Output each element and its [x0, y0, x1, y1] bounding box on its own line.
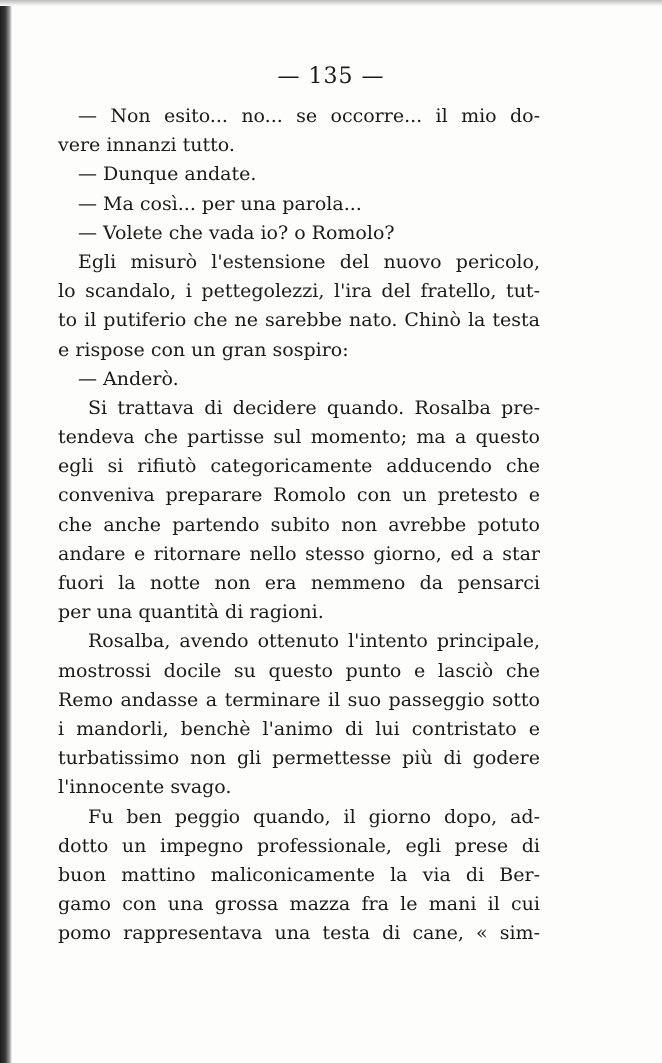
text-line-23: turbatissimo non gli permettesse più di godere [58, 747, 540, 770]
page-top-edge [0, 0, 662, 6]
text-line-11: Si trattava di decidere quando. Rosalba pre- [88, 396, 540, 419]
text-line-17: fuori la notte non era nemmeno da pensarci [58, 572, 540, 594]
text-line-16: andare e ritornare nello stesso giorno, ed a star [58, 542, 540, 565]
text-line-22: i mandorli, benchè l'animo di lui contristato e [58, 717, 540, 740]
text-line-29: pomo rappresentava una testa di cane, « sim- [58, 922, 540, 945]
text-line-21: Remo andasse a terminare il suo passeggio sotto [58, 688, 540, 711]
text-line-5: — Volete che vada io? o Romolo? [78, 221, 395, 244]
book-spine-shadow [0, 0, 12, 1063]
text-line-7: lo scandalo, i pettegolezzi, l'ira del fratello, tut- [58, 280, 540, 303]
body-text [58, 102, 540, 948]
text-line-4: — Ma così... per una parola... [78, 192, 362, 215]
text-line-8: to il putiferio che ne sarebbe nato. Chinò la testa [58, 309, 540, 332]
text-line-27: buon mattino maliconicamente la via di Ber- [58, 863, 540, 886]
page-number: — 135 — [277, 64, 385, 89]
text-line-20: mostrossi docile su questo punto e lasciò che [58, 659, 540, 682]
text-line-18: per una quantità di ragioni. [58, 601, 324, 624]
text-line-15: che anche partendo subito non avrebbe potuto [58, 513, 540, 536]
text-line-2: vere innanzi tutto. [58, 134, 235, 157]
text-line-19: Rosalba, avendo ottenuto l'intento principale, [88, 630, 540, 653]
text-line-6: Egli misurò l'estensione del nuovo pericolo, [78, 250, 540, 273]
text-line-13: egli si rifiutò categoricamente adducendo che [58, 455, 540, 478]
text-line-10: — Anderò. [78, 367, 179, 390]
text-line-26: dotto un impegno professionale, egli prese di [58, 834, 540, 857]
text-line-14: conveniva preparare Romolo con un pretesto e [58, 484, 540, 507]
text-line-12: tendeva che partisse sul momento; ma a questo [58, 426, 540, 449]
text-line-28: gamo con una grossa mazza fra le mani il cui [58, 893, 540, 916]
text-line-1: — Non esito... no... se occorre... il mio do- [78, 105, 540, 127]
text-line-24: l'innocente svago. [58, 776, 232, 799]
text-line-9: e rispose con un gran sospiro: [58, 338, 349, 361]
text-line-3: — Dunque andate. [78, 163, 257, 186]
text-line-25: Fu ben peggio quando, il giorno dopo, ad- [88, 805, 540, 828]
